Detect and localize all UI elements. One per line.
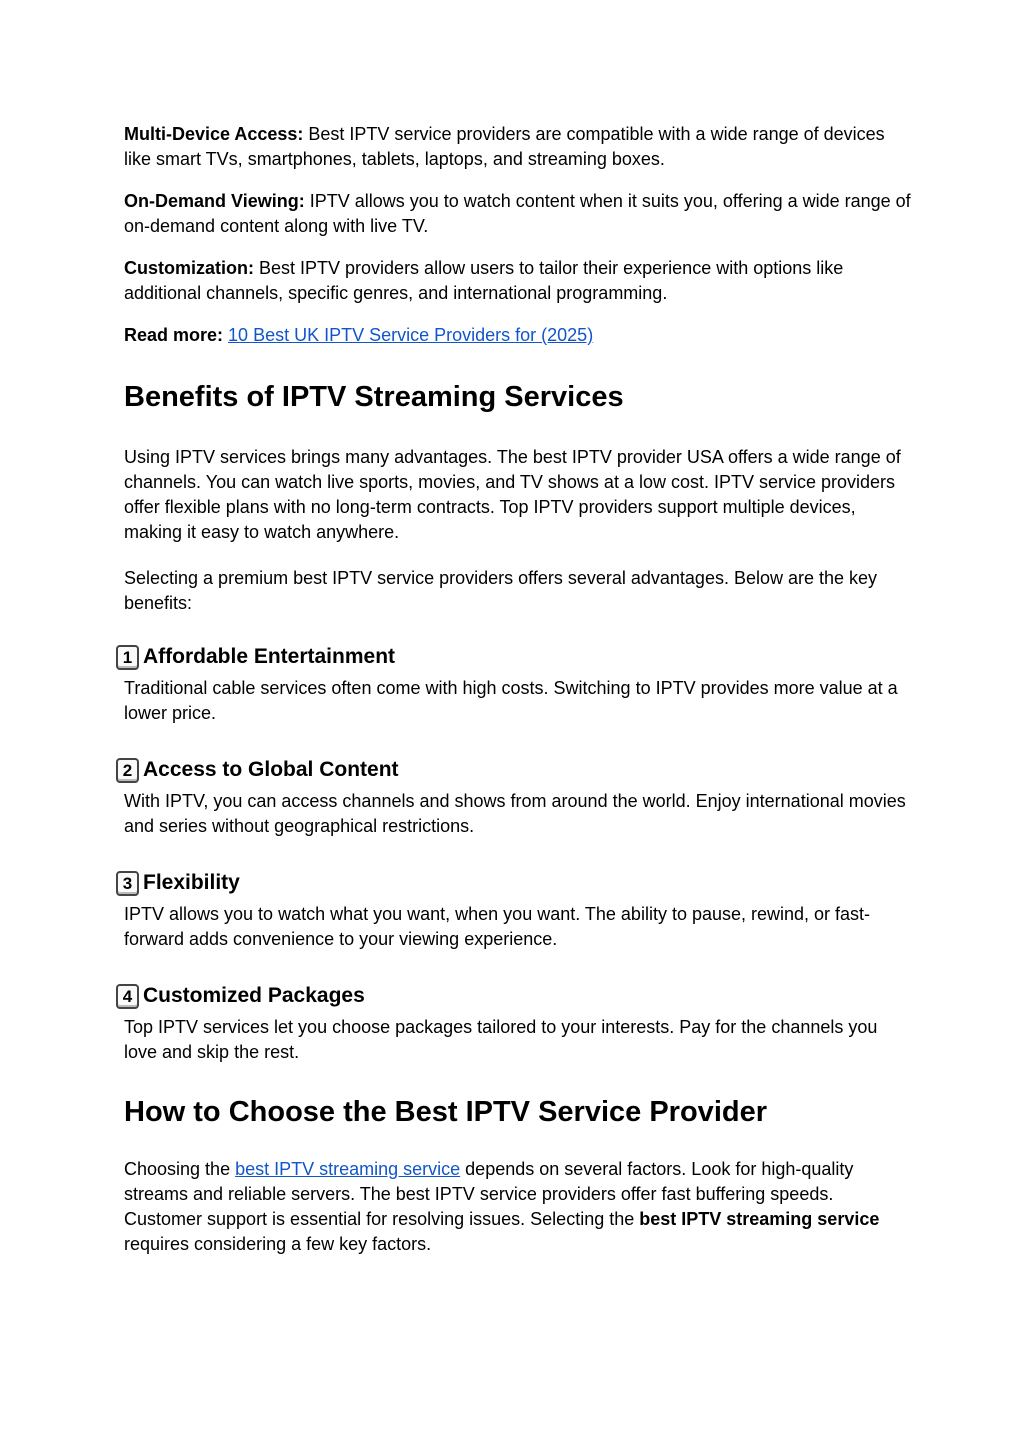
feature-label: Multi-Device Access: [124, 124, 304, 144]
benefit-title: Affordable Entertainment [143, 645, 396, 668]
benefit-heading [116, 983, 914, 1009]
benefit-description: Traditional cable services often come with high costs. Switching to IPTV provides more value at a lower price. [124, 678, 898, 723]
benefit-item [124, 983, 914, 1065]
keycap-number-icon: 2 [116, 758, 139, 783]
feature-text: IPTV allows you to watch content when it suits you, offering a wide range of on-demand content along with live TV. [124, 191, 911, 236]
benefit-title: Customized Packages [143, 984, 365, 1007]
benefit-title: Access to Global Content [143, 758, 399, 781]
feature-text: Best IPTV providers allow users to tailor their experience with options like additional channels, specific genres, and international programming. [124, 258, 844, 303]
read-more-label: Read more: [124, 325, 224, 345]
benefit-item [124, 644, 914, 726]
feature-on-demand [124, 189, 914, 239]
text-segment: requires considering a few key factors. [124, 1234, 432, 1254]
benefit-item [124, 870, 914, 952]
how-to-choose-paragraph [124, 1157, 914, 1257]
text-segment: Choosing the [124, 1159, 236, 1179]
feature-multi-device [124, 122, 914, 172]
benefit-description: Top IPTV services let you choose packages tailored to your interests. Pay for the channels you love and skip the rest. [124, 1017, 878, 1062]
feature-label: On-Demand Viewing: [124, 191, 305, 211]
benefits-intro: Using IPTV services brings many advantages. The best IPTV provider USA offers a wide range of channels. You can watch live sports, movies, and TV shows at a low cost. IPTV service providers offer flexible plans with no long-term contracts. Top IPTV providers support multiple devices, making it easy to watch anywhere. [124, 447, 901, 542]
keycap-number-icon: 4 [116, 984, 139, 1009]
read-more [124, 323, 914, 348]
feature-customization [124, 256, 914, 306]
feature-label: Customization: [124, 258, 254, 278]
keycap-number-icon: 3 [116, 871, 139, 896]
benefit-description: With IPTV, you can access channels and shows from around the world. Enjoy international movies and series without geographical restrictions. [124, 791, 906, 836]
document-page [124, 122, 914, 1257]
section-heading-benefits: Benefits of IPTV Streaming Services [124, 381, 624, 413]
benefit-item [124, 757, 914, 839]
benefit-heading [116, 644, 914, 670]
section-heading-how-to-choose: How to Choose the Best IPTV Service Provider [124, 1096, 767, 1128]
keycap-number-icon: 1 [116, 645, 139, 670]
bold-phrase: best IPTV streaming service [639, 1209, 880, 1229]
benefit-heading [116, 757, 914, 783]
text-segment: depends on several factors. Look for high-quality streams and reliable servers. The best IPTV service providers offer fast buffering speeds. Customer support is essential for resolving issues. Selecting the [124, 1159, 854, 1229]
benefit-description: IPTV allows you to watch what you want, when you want. The ability to pause, rewind, or fast-forward adds convenience to your viewing experience. [124, 904, 871, 949]
benefit-title: Flexibility [143, 871, 240, 894]
streaming-service-link[interactable]: best IPTV streaming service [235, 1159, 461, 1179]
feature-text: Best IPTV service providers are compatible with a wide range of devices like smart TVs, smartphones, tablets, laptops, and streaming boxes. [124, 124, 885, 169]
benefit-heading [116, 870, 914, 896]
read-more-link[interactable]: 10 Best UK IPTV Service Providers for (2025) [228, 325, 594, 345]
benefits-lead: Selecting a premium best IPTV service providers offers several advantages. Below are the key benefits: [124, 568, 878, 613]
